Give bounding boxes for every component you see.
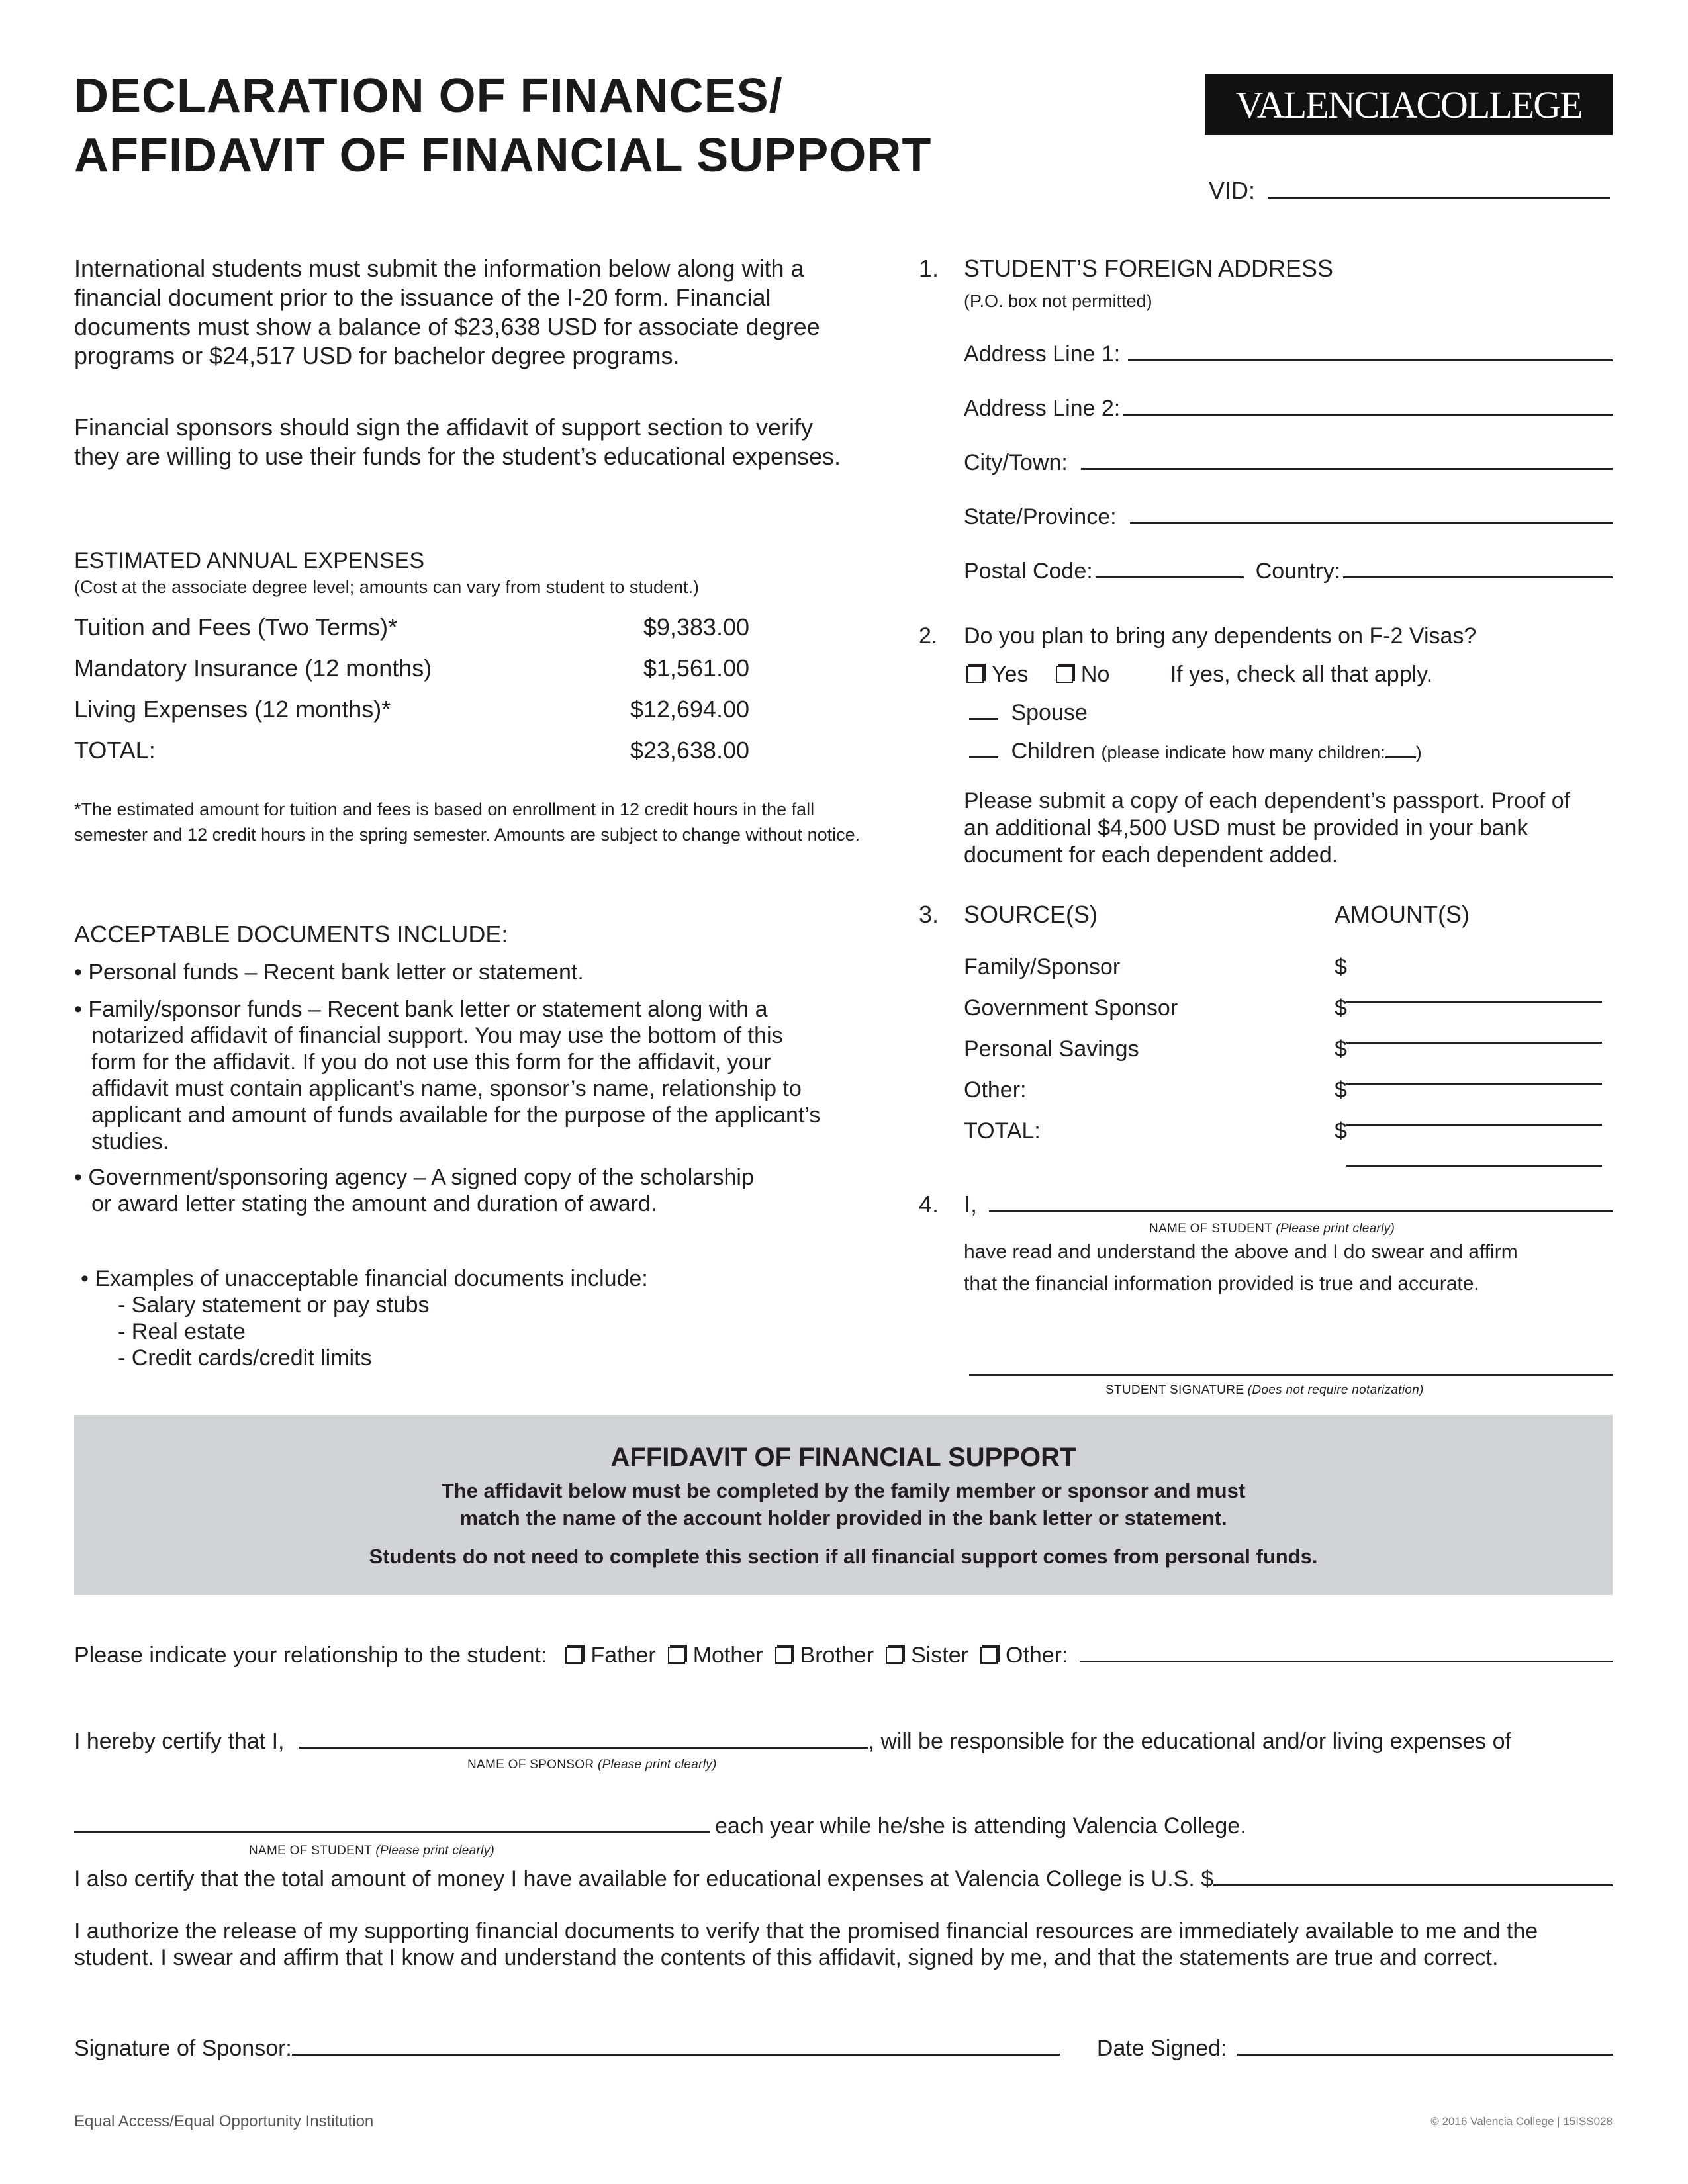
country-input[interactable] (1343, 576, 1613, 578)
list-item: • Personal funds – Recent bank letter or statement. (74, 960, 584, 985)
source-total-row[interactable] (964, 1117, 1613, 1146)
relationship-field (74, 1641, 1613, 1670)
expense-amount: $9,383.00 (643, 614, 749, 641)
source-row[interactable] (964, 1076, 1613, 1105)
currency-symbol: $ (1335, 1118, 1347, 1144)
caption-text: NAME OF STUDENT (1149, 1222, 1272, 1236)
if-yes-note: If yes, check all that apply. (1170, 662, 1433, 687)
unacceptable-list (81, 1265, 648, 1371)
certify-start: I hereby certify that I, (74, 1729, 285, 1754)
each-year-text: each year while he/she is attending Valencia College. (715, 1813, 1246, 1839)
currency-symbol: $ (1335, 1077, 1347, 1103)
affirm-line-1: have read and understand the above and I do swear and affirm (964, 1241, 1518, 1263)
affidavit-student-name-caption (249, 1844, 494, 1858)
affidavit-student-name-input[interactable] (74, 1831, 710, 1833)
title-line-2: AFFIDAVIT OF FINANCIAL SUPPORT (74, 129, 932, 182)
mother-checkbox[interactable] (668, 1647, 685, 1664)
spouse-option[interactable] (969, 699, 1088, 727)
list-item: - Real estate (118, 1319, 246, 1344)
intro-paragraph-1: International students must submit the information below along with a financial document prior to the issuance of the I-20 form. Financial documents must show a balance of $23,638 USD for associate degree programs or $24,517 USD for bachelor degree programs. (74, 255, 820, 369)
spouse-label: Spouse (1011, 700, 1088, 725)
footer-equal-access: Equal Access/Equal Opportunity Institution (74, 2113, 374, 2130)
father-checkbox[interactable] (565, 1647, 583, 1664)
state-label: State/Province: (964, 504, 1117, 529)
list-item: • Family/sponsor funds – Recent bank letter or statement along with a notarized affidavit of financial support. You may use the bottom of this form for the affidavit. If you do not use this form for the affidavit, your affidavit must contain applicant’s name, sponsor’s name, relationship to applicant and amount of funds available for the purpose of the applicant’s studies. (74, 997, 821, 1154)
children-blank[interactable] (969, 756, 998, 758)
expense-amount: $12,694.00 (630, 696, 749, 723)
student-name-caption (1149, 1222, 1395, 1236)
yes-checkbox[interactable] (966, 666, 984, 683)
section-1-note: (P.O. box not permitted) (964, 291, 1152, 311)
certify-field (74, 1727, 1613, 1756)
city-label: City/Town: (964, 450, 1068, 475)
state-input[interactable] (1130, 522, 1613, 524)
section-3-number: 3. (919, 901, 939, 928)
spouse-blank[interactable] (969, 718, 998, 720)
expense-row (74, 695, 749, 724)
student-name-input[interactable] (989, 1210, 1613, 1212)
expense-total-row (74, 736, 749, 765)
title-line-1: DECLARATION OF FINANCES/ (74, 69, 783, 122)
date-signed-input[interactable] (1237, 2054, 1613, 2056)
brother-checkbox[interactable] (775, 1647, 792, 1664)
sponsor-name-caption (467, 1758, 717, 1772)
state-field[interactable] (964, 503, 1613, 531)
expense-label: Tuition and Fees (Two Terms)* (74, 614, 398, 641)
currency-symbol: $ (1335, 954, 1347, 979)
no-checkbox[interactable] (1056, 666, 1073, 683)
no-label: No (1080, 662, 1110, 687)
authorize-paragraph: I authorize the release of my supporting financial documents to verify that the promised financial resources are immediately available to me and the student. I swear and affirm that I know and understand the contents of this affidavit, signed by me, and that the statements are true and correct. (74, 1919, 1538, 1970)
expense-label: Mandatory Insurance (12 months) (74, 655, 432, 682)
postal-country-field[interactable] (964, 557, 1613, 586)
page-title (74, 66, 931, 185)
unacceptable-heading: • Examples of unacceptable financial documents include: (81, 1266, 648, 1291)
mother-label: Mother (692, 1643, 763, 1668)
total-money-text: I also certify that the total amount of money I have available for educational expenses at Valencia College is U.S. $ (74, 1866, 1214, 1891)
children-label: Children (1011, 739, 1096, 764)
caption-text: STUDENT SIGNATURE (1105, 1383, 1244, 1397)
sister-label: Sister (911, 1643, 968, 1668)
affidavit-line-2: match the name of the account holder provided in the bank letter or statement. (459, 1506, 1227, 1529)
yes-label: Yes (992, 662, 1029, 687)
currency-symbol: $ (1335, 995, 1347, 1021)
city-input[interactable] (1081, 468, 1613, 470)
sister-checkbox[interactable] (886, 1647, 903, 1664)
student-signature-line[interactable] (969, 1374, 1613, 1376)
brother-label: Brother (800, 1643, 874, 1668)
relationship-label: Please indicate your relationship to the student: (74, 1643, 547, 1668)
section-1-number: 1. (919, 255, 939, 282)
vid-label: VID: (1209, 177, 1256, 204)
source-row[interactable] (964, 1035, 1613, 1064)
children-count-blank[interactable] (1385, 756, 1416, 758)
children-close: ) (1415, 743, 1422, 762)
section-2-question: Do you plan to bring any dependents on F-2 Visas? (964, 623, 1477, 649)
caption-text: NAME OF SPONSOR (467, 1758, 594, 1772)
children-option[interactable] (969, 737, 1422, 766)
children-count-note: (please indicate how many children: (1101, 743, 1385, 762)
expense-amount: $1,561.00 (643, 655, 749, 682)
caption-note: (Please print clearly) (1276, 1222, 1395, 1236)
list-item: - Credit cards/credit limits (118, 1345, 372, 1371)
intro-paragraph-2: Financial sponsors should sign the affidavit of support section to verify they are willing to use their funds for the student’s educational expenses. (74, 414, 841, 470)
caption-note: (Does not require notarization) (1247, 1383, 1424, 1397)
expense-label: TOTAL: (74, 737, 156, 764)
documents-heading: ACCEPTABLE DOCUMENTS INCLUDE: (74, 921, 508, 948)
vid-field[interactable] (1209, 176, 1610, 205)
sponsor-signature-input[interactable] (292, 2054, 1060, 2056)
postal-label: Postal Code: (964, 559, 1093, 584)
other-label: Other: (1005, 1643, 1068, 1668)
amount-input[interactable] (1346, 1165, 1602, 1167)
affidavit-heading: AFFIDAVIT OF FINANCIAL SUPPORT (610, 1443, 1076, 1472)
passport-note: Please submit a copy of each dependent’s passport. Proof of an additional $4,500 USD must be provided in your bank document for each dependent added. (964, 788, 1571, 868)
dependents-options (966, 660, 1432, 689)
list-item: • Government/sponsoring agency – A signed copy of the scholarship or award letter stating the amount and duration of award. (74, 1165, 754, 1216)
documents-list (74, 958, 829, 1217)
affirm-line-2: that the financial information provided is true and accurate. (964, 1273, 1479, 1295)
sources-heading: SOURCE(S) (964, 901, 1098, 928)
list-item: - Salary statement or pay stubs (118, 1293, 430, 1318)
section-4-number: 4. (919, 1191, 939, 1218)
other-checkbox[interactable] (980, 1647, 998, 1664)
expenses-footnote: *The estimated amount for tuition and fees is based on enrollment in 12 credit hours in the fall semester and 12 credit hours in the spring semester. Amounts are subject to change without notice. (74, 799, 861, 844)
other-input[interactable] (1080, 1661, 1613, 1662)
section-1-heading: STUDENT’S FOREIGN ADDRESS (964, 255, 1334, 282)
amounts-heading: AMOUNT(S) (1335, 901, 1470, 928)
address-line-1-field[interactable] (964, 340, 1613, 369)
caption-note: (Please print clearly) (597, 1758, 717, 1772)
affidavit-instructions (74, 1477, 1613, 1531)
caption-text: NAME OF STUDENT (249, 1844, 372, 1858)
city-field[interactable] (964, 449, 1613, 477)
address-line-2-input[interactable] (1123, 414, 1613, 416)
student-each-year-field (74, 1812, 1613, 1841)
country-label: Country: (1255, 559, 1341, 584)
expense-label: Living Expenses (12 months)* (74, 696, 391, 723)
date-signed-label: Date Signed: (1096, 2036, 1227, 2061)
total-money-input[interactable] (1213, 1884, 1613, 1886)
sponsor-signature-row (74, 2034, 1613, 2063)
expense-row (74, 654, 749, 683)
source-label: TOTAL: (964, 1118, 1041, 1144)
sponsor-name-input[interactable] (299, 1747, 868, 1749)
total-money-field (74, 1865, 1613, 1893)
source-label: Personal Savings (964, 1036, 1139, 1062)
student-name-field[interactable] (964, 1190, 1613, 1219)
address-line-1-label: Address Line 1: (964, 341, 1121, 367)
expenses-heading: ESTIMATED ANNUAL EXPENSES (74, 548, 425, 573)
valencia-college-logo: VALENCIACOLLEGE (1205, 74, 1613, 135)
caption-note: (Please print clearly) (375, 1844, 495, 1858)
source-row[interactable] (964, 953, 1613, 981)
certify-end: , will be responsible for the educational and/or living expenses of (868, 1729, 1511, 1754)
affidavit-note: Students do not need to complete this section if all financial support comes from personal funds. (369, 1545, 1318, 1568)
student-signature-caption (1105, 1383, 1424, 1398)
sponsor-signature-label: Signature of Sponsor: (74, 2036, 292, 2061)
footer-copyright: © 2016 Valencia College | 15ISS028 (1430, 2115, 1613, 2128)
expense-row (74, 613, 749, 642)
source-row[interactable] (964, 994, 1613, 1023)
source-label: Government Sponsor (964, 995, 1178, 1021)
postal-input[interactable] (1096, 576, 1244, 578)
source-label: Other: (964, 1077, 1027, 1103)
address-line-2-field[interactable] (964, 394, 1613, 423)
father-label: Father (590, 1643, 656, 1668)
address-line-2-label: Address Line 2: (964, 396, 1121, 421)
section-2-number: 2. (919, 623, 938, 649)
vid-line[interactable] (1268, 197, 1610, 199)
expense-amount: $23,638.00 (630, 737, 749, 764)
source-label: Family/Sponsor (964, 954, 1121, 979)
affidavit-line-1: The affidavit below must be completed by the family member or sponsor and must (441, 1479, 1246, 1502)
expenses-subheading: (Cost at the associate degree level; amounts can vary from student to student.) (74, 577, 699, 597)
i-label: I, (964, 1191, 978, 1218)
currency-symbol: $ (1335, 1036, 1347, 1062)
address-line-1-input[interactable] (1128, 359, 1613, 361)
